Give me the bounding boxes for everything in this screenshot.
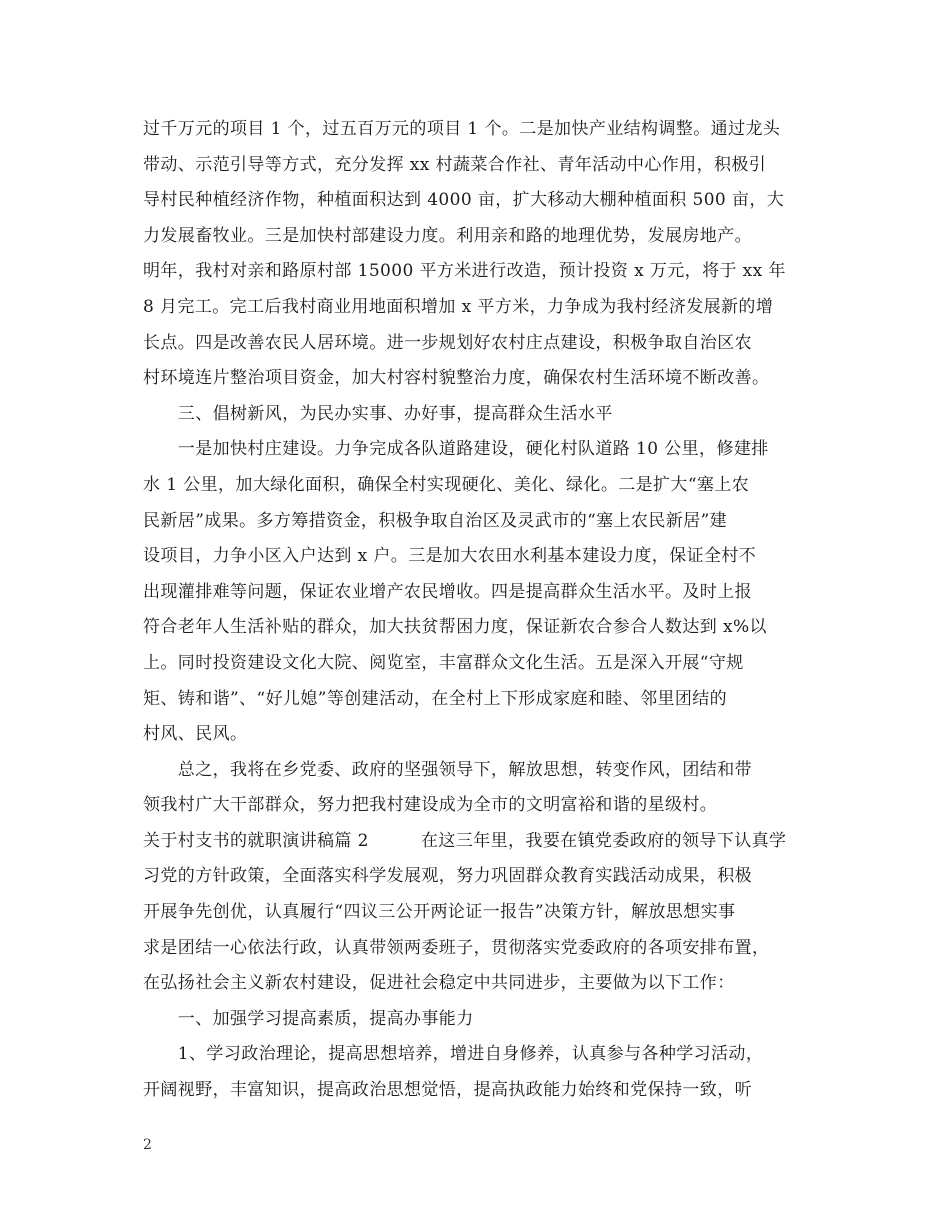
text-line: 关于村支书的就职演讲稿篇 2 在这三年里，我要在镇党委政府的领导下认真学: [143, 830, 787, 851]
text-line: 8 月完工。完工后我村商业用地面积增加 x 平方米，力争成为我村经济发展新的增: [143, 296, 774, 317]
text-line: 求是团结一心依法行政，认真带领两委班子，贯彻落实党委政府的各项安排布置，: [143, 937, 770, 958]
text-line: 出现灌排难等问题，保证农业增产农民增收。四是提高群众生活水平。及时上报: [143, 581, 752, 602]
text-line: 一是加快村庄建设。力争完成各队道路建设，硬化村队道路 10 公里，修建排: [143, 439, 769, 460]
text-line: 在弘扬社会主义新农村建设，促进社会稳定中共同进步，主要做为以下工作：: [143, 973, 735, 994]
text-line: 力发展畜牧业。三是加快村部建设力度。利用亲和路的地理优势，发展房地产。: [143, 225, 752, 246]
text-line: 1、学习政治理论，提高思想培养，增进自身修养，认真参与各种学习活动，: [143, 1044, 764, 1065]
text-line: 矩、铸和谐”、“好儿媳”等创建活动，在全村上下形成家庭和睦、邻里团结的: [143, 688, 728, 709]
text-line: 村风、民风。: [143, 724, 248, 745]
document-body: [143, 112, 823, 1109]
section-heading: 一、加强学习提高素质，提高办事能力: [143, 1008, 474, 1029]
text-line: 设项目，力争小区入户达到 x 户。三是加大农田水利基本建设力度，保证全村不: [143, 546, 757, 567]
text-line: 导村民种植经济作物，种植面积达到 4000 亩，扩大移动大棚种植面积 500 亩，大: [143, 190, 785, 211]
text-line: 领我村广大干部群众，努力把我村建设成为全市的文明富裕和谐的星级村。: [143, 795, 718, 816]
text-line: 开阔视野，丰富知识，提高政治思想觉悟，提高执政能力始终和党保持一致，听: [143, 1080, 752, 1101]
text-line: 带动、示范引导等方式，充分发挥 xx 村蔬菜合作社、青年活动中心作用，积极引: [143, 154, 767, 175]
text-line: 上。同时投资建设文化大院、阅览室，丰富群众文化生活。五是深入开展“守规: [143, 652, 744, 673]
text-line: 水 1 公里，加大绿化面积，确保全村实现硬化、美化、绿化。二是扩大“塞上农: [143, 474, 750, 495]
text-line: 总之，我将在乡党委、政府的坚强领导下，解放思想，转变作风，团结和带: [143, 759, 752, 780]
section-heading: 三、倡树新风，为民办实事、办好事，提高群众生活水平: [143, 403, 613, 424]
text-line: 过千万元的项目 1 个，过五百万元的项目 1 个。二是加快产业结构调整。通过龙头: [143, 119, 781, 139]
text-line: 民新居”成果。多方筹措资金，积极争取自治区及灵武市的“塞上农民新居”建: [143, 510, 728, 531]
text-line: 开展争先创优，认真履行“四议三公开两论证一报告”决策方针，解放思想实事: [143, 902, 736, 923]
text-line: 习党的方针政策，全面落实科学发展观，努力巩固群众教育实践活动成果，积极: [143, 866, 752, 887]
text-line: 村环境连片整治项目资金，加大村容村貌整治力度，确保农村生活环境不断改善。: [143, 368, 770, 389]
text-line: 符合老年人生活补贴的群众，加大扶贫帮困力度，保证新农合参合人数达到 x%以: [143, 617, 767, 638]
text-line: 长点。四是改善农民人居环境。进一步规划好农村庄点建设，积极争取自治区农: [143, 332, 752, 353]
text-line: 明年，我村对亲和路原村部 15000 平方米进行改造，预计投资 x 万元，将于 xx 年: [143, 261, 786, 282]
page-number: 2: [143, 1137, 152, 1153]
